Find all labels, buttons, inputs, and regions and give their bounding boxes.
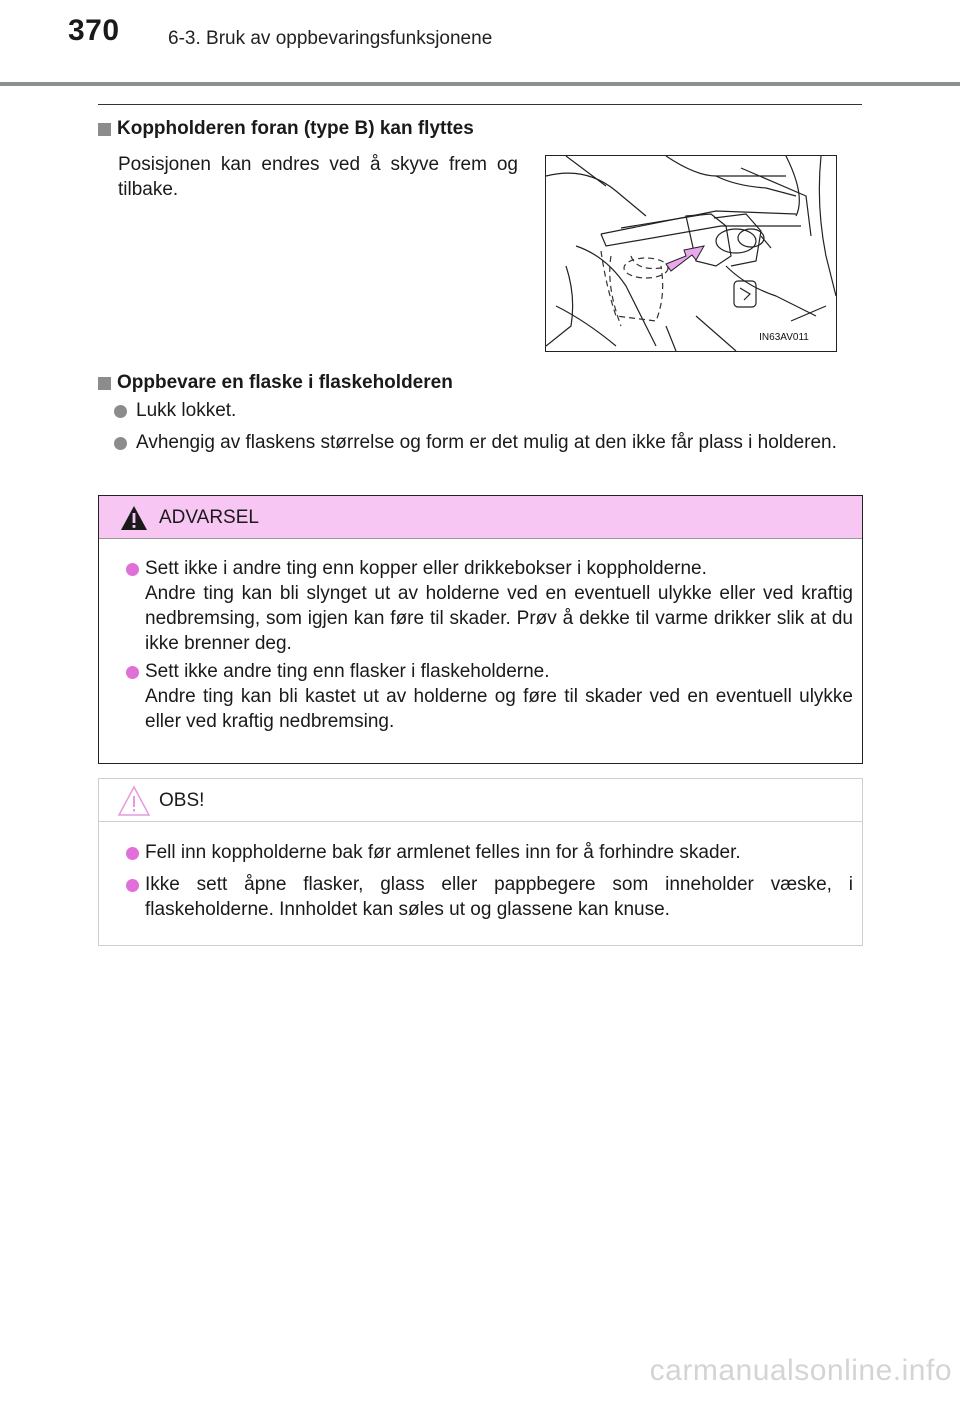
figure-code: IN63AV011 — [759, 332, 809, 343]
section-heading-text: Oppbevare en flaske i flaskeholderen — [117, 372, 453, 393]
warning-item-detail: Andre ting kan bli kastet ut av holderne og føre til skader ved en eventuell ulykke eller ved kraftig nedbremsing. — [145, 686, 853, 732]
notice-item: Fell inn koppholderne bak før armlenet felles inn for å forhindre skader. — [145, 842, 741, 863]
warning-triangle-icon — [119, 504, 149, 532]
warning-item — [145, 556, 853, 656]
warning-item-detail: Andre ting kan bli slynget ut av holderne ved en eventuell ulykke eller ved kraftig nedbremsing, som igjen kan føre til skader. Prøv å dekke til varme drikker slik at du ikke brenner deg. — [145, 583, 853, 654]
warning-item-lead: Sett ikke i andre ting enn kopper eller drikkebokser i koppholderne. — [145, 558, 707, 579]
warning-header — [99, 496, 862, 539]
section-divider — [98, 104, 862, 105]
page-header — [0, 0, 960, 90]
bullet-dot — [114, 437, 127, 450]
chapter-title: 6-3. Bruk av oppbevaringsfunksjonene — [168, 28, 493, 49]
bullet-dot — [126, 563, 139, 576]
section-heading-text: Koppholderen foran (type B) kan flyttes — [117, 118, 474, 139]
page-number: 370 — [68, 14, 120, 47]
bullet-dot — [126, 847, 139, 860]
watermark: carmanualsonline.info — [649, 1354, 952, 1387]
list-item: Avhengig av flaskens størrelse og form er det mulig at den ikke får plass i holderen. — [136, 432, 837, 453]
square-bullet-icon — [98, 123, 111, 136]
section-heading-cupholder — [98, 118, 474, 140]
cupholder-illustration — [545, 155, 837, 352]
bullet-dot — [114, 405, 127, 418]
warning-title: ADVARSEL — [159, 507, 259, 528]
warning-item-lead: Sett ikke andre ting enn flasker i flaskeholderne. — [145, 661, 550, 682]
caution-triangle-icon — [117, 785, 151, 817]
warning-item — [145, 659, 853, 734]
notice-item: Ikke sett åpne flasker, glass eller pappbegere som inneholder væske, i flaskeholderne. Innholdet kan søles ut og glassene kan knuse. — [145, 874, 853, 920]
notice-title: OBS! — [159, 790, 205, 811]
bullet-dot — [126, 666, 139, 679]
notice-header — [99, 779, 862, 822]
section-body-text: Posisjonen kan endres ved å skyve frem og tilbake. — [118, 154, 518, 200]
section-heading-bottle — [98, 372, 453, 394]
notice-box — [98, 778, 863, 946]
header-rule — [0, 82, 960, 86]
warning-box — [98, 495, 863, 764]
cupholder-drawing — [546, 156, 836, 351]
square-bullet-icon — [98, 377, 111, 390]
list-item: Lukk lokket. — [136, 400, 237, 421]
bullet-dot — [126, 879, 139, 892]
